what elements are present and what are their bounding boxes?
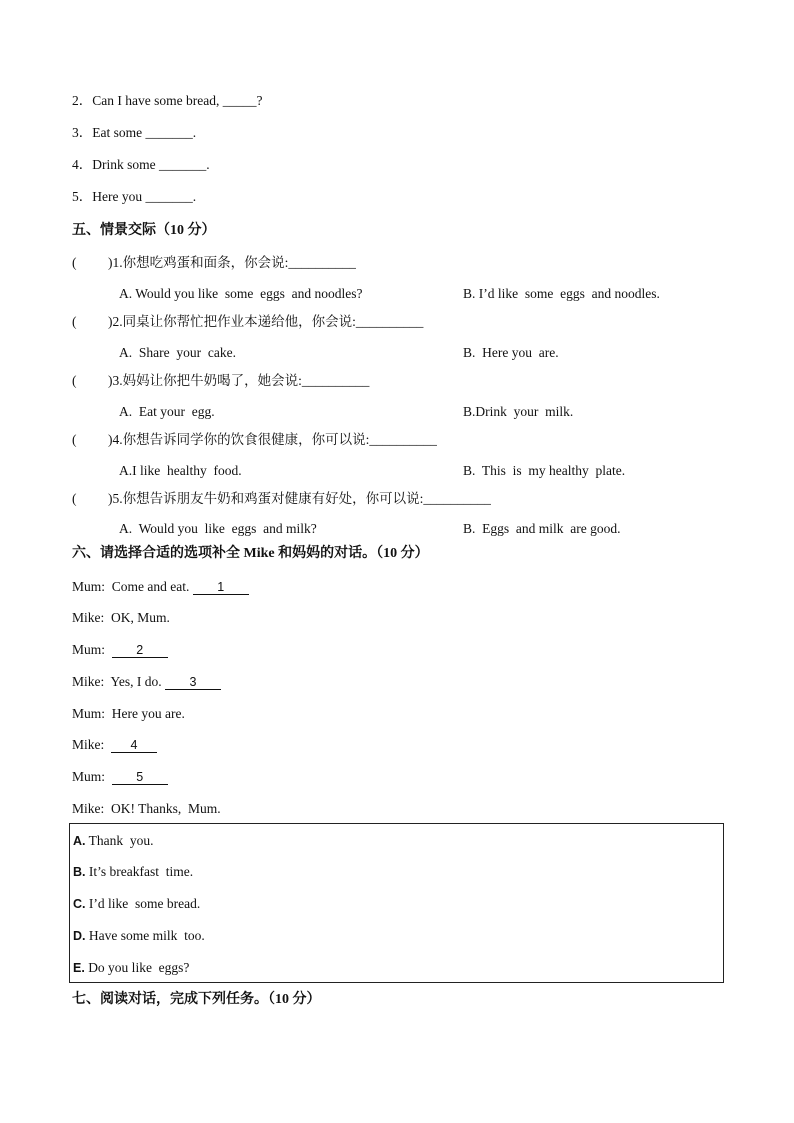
dialogue-line: Mum: Come and eat. 1 bbox=[72, 578, 249, 596]
question-4-option-a: A.I like healthy food. bbox=[119, 463, 242, 478]
answer-blank: 4 bbox=[111, 738, 157, 753]
dialogue-line: Mum: 2 bbox=[72, 641, 168, 659]
question-3-option-a: A. Eat your egg. bbox=[119, 404, 215, 419]
question-5-option-b: B. Eggs and milk are good. bbox=[463, 521, 621, 536]
dialogue-line: Mike: Yes, I do. 3 bbox=[72, 673, 221, 691]
option-e: E. Do you like eggs? bbox=[73, 960, 190, 975]
option-a: A. Thank you. bbox=[73, 833, 154, 848]
fill-item-5: 5．Here you _______. bbox=[72, 189, 197, 204]
question-2-option-a: A. Share your cake. bbox=[119, 345, 236, 360]
fill-item-4: 4．Drink some _______. bbox=[72, 157, 210, 172]
section5-title: 五、情景交际（10 分） bbox=[72, 223, 216, 238]
dialogue-line: Mum: Here you are. bbox=[72, 706, 185, 721]
option-b: B. It’s breakfast time. bbox=[73, 864, 194, 879]
question-3-option-b: B.Drink your milk. bbox=[463, 404, 574, 419]
answer-blank: 5 bbox=[112, 770, 168, 785]
fill-item-3: 3．Eat some _______. bbox=[72, 125, 197, 140]
situation-question-4: ( )4.你想告诉同学你的饮食很健康，你可以说:__________ bbox=[72, 432, 437, 447]
section7-title: 七、阅读对话，完成下列任务。（10 分） bbox=[72, 992, 321, 1007]
situation-question-1: ( )1.你想吃鸡蛋和面条，你会说:__________ bbox=[72, 255, 356, 270]
situation-question-5: ( )5.你想告诉朋友牛奶和鸡蛋对健康有好处，你可以说:__________ bbox=[72, 491, 491, 506]
situation-question-2: ( )2.同桌让你帮忙把作业本递给他，你会说:__________ bbox=[72, 314, 424, 329]
dialogue-line: Mike: 4 bbox=[72, 736, 157, 754]
answer-blank: 2 bbox=[112, 643, 168, 658]
question-1-option-a: A. Would you like some eggs and noodles? bbox=[119, 286, 363, 301]
section6-title: 六、请选择合适的选项补全 Mike 和妈妈的对话。（10 分） bbox=[72, 546, 429, 561]
answer-blank: 1 bbox=[193, 580, 249, 595]
fill-item-2: 2．Can I have some bread, _____? bbox=[72, 93, 263, 108]
situation-question-3: ( )3.妈妈让你把牛奶喝了，她会说:__________ bbox=[72, 373, 370, 388]
question-4-option-b: B. This is my healthy plate. bbox=[463, 463, 626, 478]
question-1-option-b: B. I’d like some eggs and noodles. bbox=[463, 286, 660, 301]
dialogue-line: Mike: OK! Thanks, Mum. bbox=[72, 801, 221, 816]
question-5-option-a: A. Would you like eggs and milk? bbox=[119, 521, 317, 536]
options-box bbox=[69, 823, 724, 983]
question-2-option-b: B. Here you are. bbox=[463, 345, 559, 360]
dialogue-line: Mum: 5 bbox=[72, 768, 168, 786]
option-c: C. I’d like some bread. bbox=[73, 896, 201, 911]
option-d: D. Have some milk too. bbox=[73, 928, 205, 943]
answer-blank: 3 bbox=[165, 675, 221, 690]
dialogue-line: Mike: OK, Mum. bbox=[72, 610, 170, 625]
